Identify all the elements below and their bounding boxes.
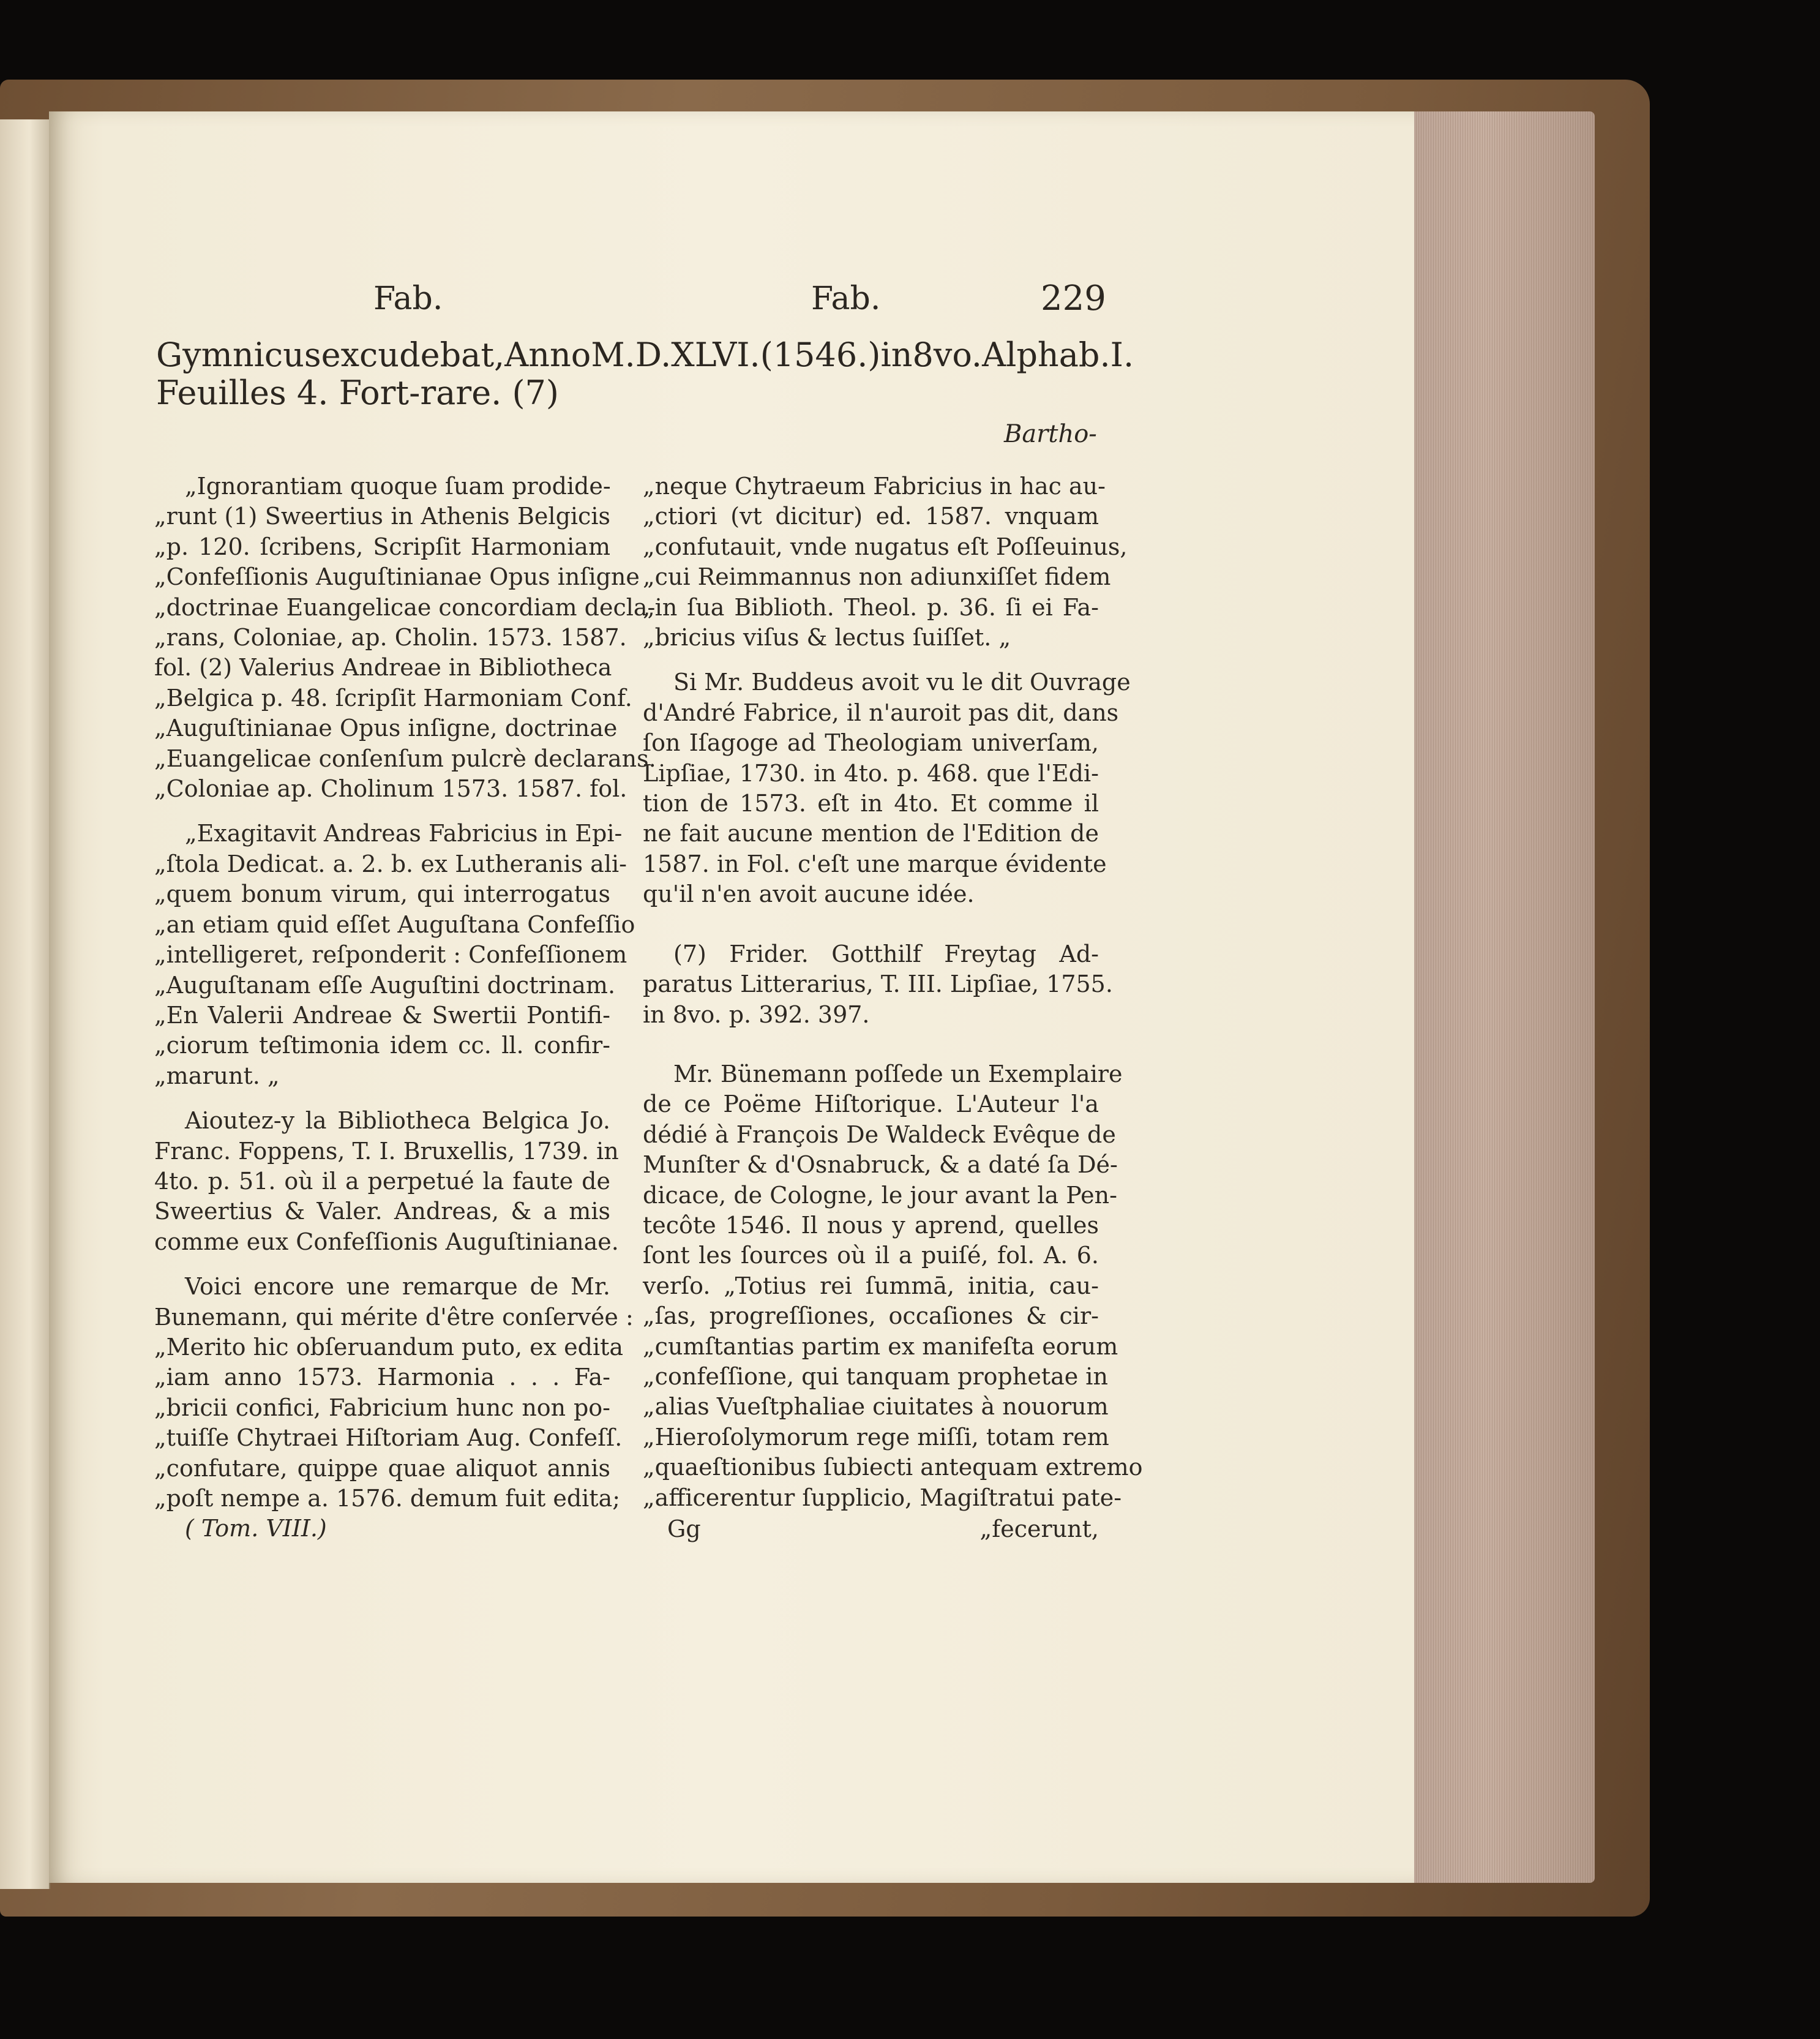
- running-head-center: Fab.: [811, 280, 881, 317]
- left-paragraph-2: „Exagitavit Andreas Fabricius in Epi- „ſtola Dedicat. a. 2. b. ex Lutheranis ali- „quem bonum virum, qui interrogatus „an etiam quid eſſet Auguſtana Confeſſio „intelligeret, reſponderit : Confeſſionem „Auguſtanam eſſe Auguſtini doctrinam. „En Valerii Andreae & Swertii Pontifi- „ciorum teſtimonia idem cc. ll. confir- „marunt. „: [154, 820, 635, 1089]
- intro-line-1: Gymnicus excudebat, Anno M.D.XLVI. (1546.) in 8vo. Alphab. I.: [156, 336, 1134, 374]
- page-footer-marks: [643, 1515, 1099, 1558]
- signature-mark: Gg: [667, 1515, 701, 1542]
- left-paragraph-3: Aioutez-y la Bibliotheca Belgica Jo. Franc. Foppens, T. I. Bruxellis, 1739. in 4to. p. 51. où il a perpetué la faute de Sweertius & Valer. Andreas, & a mis comme eux Confeſſionis Auguſtinianae.: [154, 1107, 619, 1255]
- right-paragraph-1: „neque Chytraeum Fabricius in hac au- „ctiori (vt dicitur) ed. 1587. vnquam „confutauit, vnde nugatus eſt Poſſeuinus, „cui Reimmannus non adiunxiſſet fidem „in ſua Biblioth. Theol. p. 36. ſi ei Fa- „bricius viſus & lectus ſuiſſet. „: [643, 473, 1128, 652]
- right-column: [643, 471, 1143, 1558]
- catchword-bottom: „fecerunt,: [979, 1515, 1099, 1542]
- signature-tom: ( Tom. VIII.): [185, 1515, 327, 1542]
- left-page-edge: [0, 119, 50, 1889]
- page-number: 229: [1041, 279, 1106, 318]
- intro-line-2: Feuilles 4. Fort-rare. (7): [156, 374, 559, 412]
- page-block-edges: [1411, 111, 1595, 1883]
- left-paragraph-4: Voici encore une remarque de Mr. Bunemann, qui mérite d'être conſervée : „Merito hic obſeruandum puto, ex edita „iam anno 1573. Harmonia . . . Fa- „bricii confici, Fabricium hunc non po- „tuiſſe Chytraei Hiſtoriam Aug. Confeſſ. „confutare, quippe quae aliquot annis „poſt nempe a. 1576. demum fuit edita; ( Tom. VIII.): [154, 1272, 610, 1544]
- right-paragraph-4: Mr. Bünemann poſſede un Exemplaire de ce Poëme Hiſtorique. L'Auteur l'a dédié à François De Waldeck Evêque de Munſter & d'Osnabruck, & a daté ſa Dé- dicace, de Cologne, le jour avant la Pen- tecôte 1546. Il nous y aprend, quelles ſont les ſources où il a puiſé, fol. A. 6. verſo. „Totius rei ſummā, initia, cau- „ſas, progreſſiones, occaſiones & cir- „cumſtantias partim ex manifeſta eorum „confeſſione, qui tanquam prophetae in „alias Vueſtphaliae ciuitates à nouorum „Hieroſolymorum rege miſſi, totam rem „quaeſtionibus ſubiecti antequam extremo „afficerentur ſupplicio, Magiſtratui pate-: [643, 1060, 1143, 1511]
- right-paragraph-footnote: (7) Frider. Gotthilf Freytag Ad- paratus Litterarius, T. III. Lipſiae, 1755. in 8vo. p. 392. 397.: [643, 940, 1113, 1028]
- catchword-top: Bartho-: [1004, 420, 1097, 448]
- running-head-left: Fab.: [373, 280, 443, 317]
- left-paragraph-1: „Ignorantiam quoque ſuam prodide- „runt (1) Sweertius in Athenis Belgicis „p. 120. ſcribens, Scripſit Harmoniam „Confeſſionis Auguſtinianae Opus inſigne „doctrinae Euangelicae concordiam decla- „rans, Coloniae, ap. Cholin. 1573. 1587. fol. (2) Valerius Andreae in Bibliotheca „Belgica p. 48. ſcripſit Harmoniam Conf. „Auguſtinianae Opus inſigne, doctrinae „Euangelicae conſenſum pulcrè declarans. „Coloniae ap. Cholinum 1573. 1587. fol.: [154, 473, 656, 803]
- left-column: [154, 471, 656, 1559]
- right-paragraph-2: Si Mr. Buddeus avoit vu le dit Ouvrage d'André Fabrice, il n'auroit pas dit, dans ſon Iſagoge ad Theologiam univerſam, Lipſiae, 1730. in 4to. p. 468. que l'Edi- tion de 1573. eſt in 4to. Et comme il ne fait aucune mention de l'Edition de 1587. in Fol. c'eſt une marque évidente qu'il n'en avoit aucune idée.: [643, 669, 1131, 908]
